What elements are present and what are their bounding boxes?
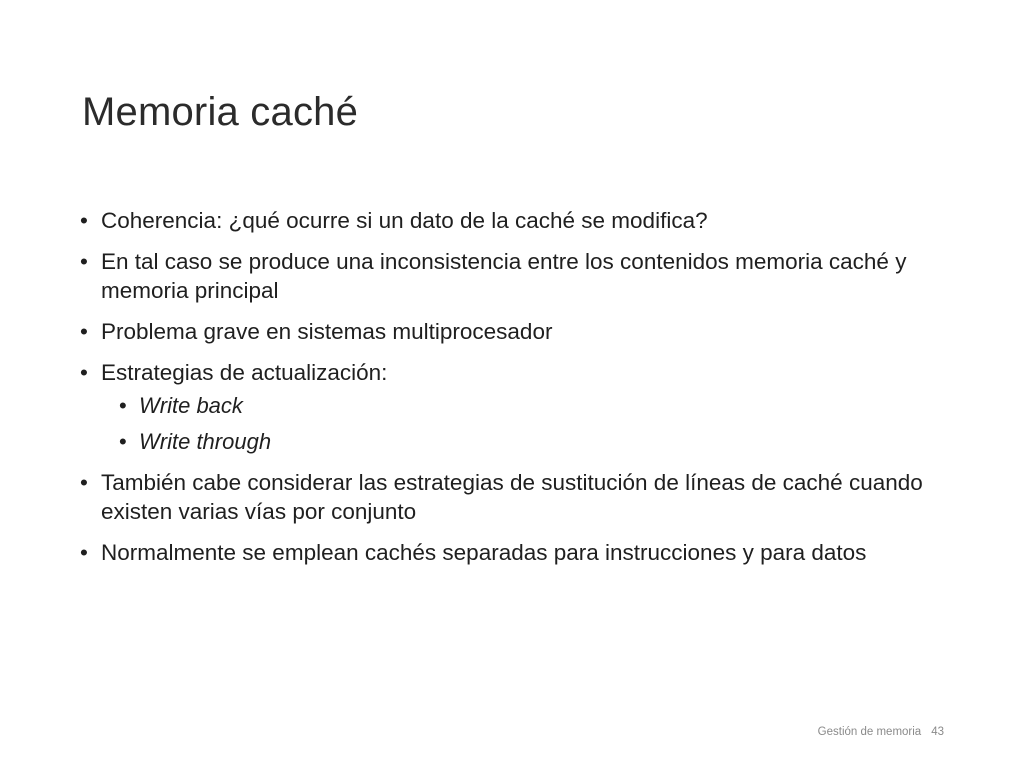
slide-footer: [818, 726, 944, 738]
bullet-item: • Coherencia: ¿qué ocurre si un dato de la caché se modifica?: [80, 206, 950, 235]
bullet-item: • También cabe considerar las estrategias de sustitución de líneas de caché cuando existen varias vías por conjunto: [80, 468, 950, 526]
footer-label: Gestión de memoria: [817, 726, 922, 738]
sub-bullet-item: • Write back: [119, 391, 950, 420]
bullet-item: • En tal caso se produce una inconsistencia entre los contenidos memoria caché y memoria principal: [80, 247, 950, 305]
bullet-list: [80, 206, 950, 579]
sub-bullet-list: [101, 391, 950, 456]
slide-title: Memoria caché: [82, 90, 359, 134]
bullet-item: • Problema grave en sistemas multiprocesador: [80, 317, 950, 346]
bullet-item-with-subitems: [80, 358, 950, 456]
bullet-text: Estrategias de actualización:: [101, 360, 388, 385]
page-number: 43: [931, 726, 944, 738]
sub-bullet-item: • Write through: [119, 427, 950, 456]
bullet-item: • Normalmente se emplean cachés separadas para instrucciones y para datos: [80, 538, 950, 567]
